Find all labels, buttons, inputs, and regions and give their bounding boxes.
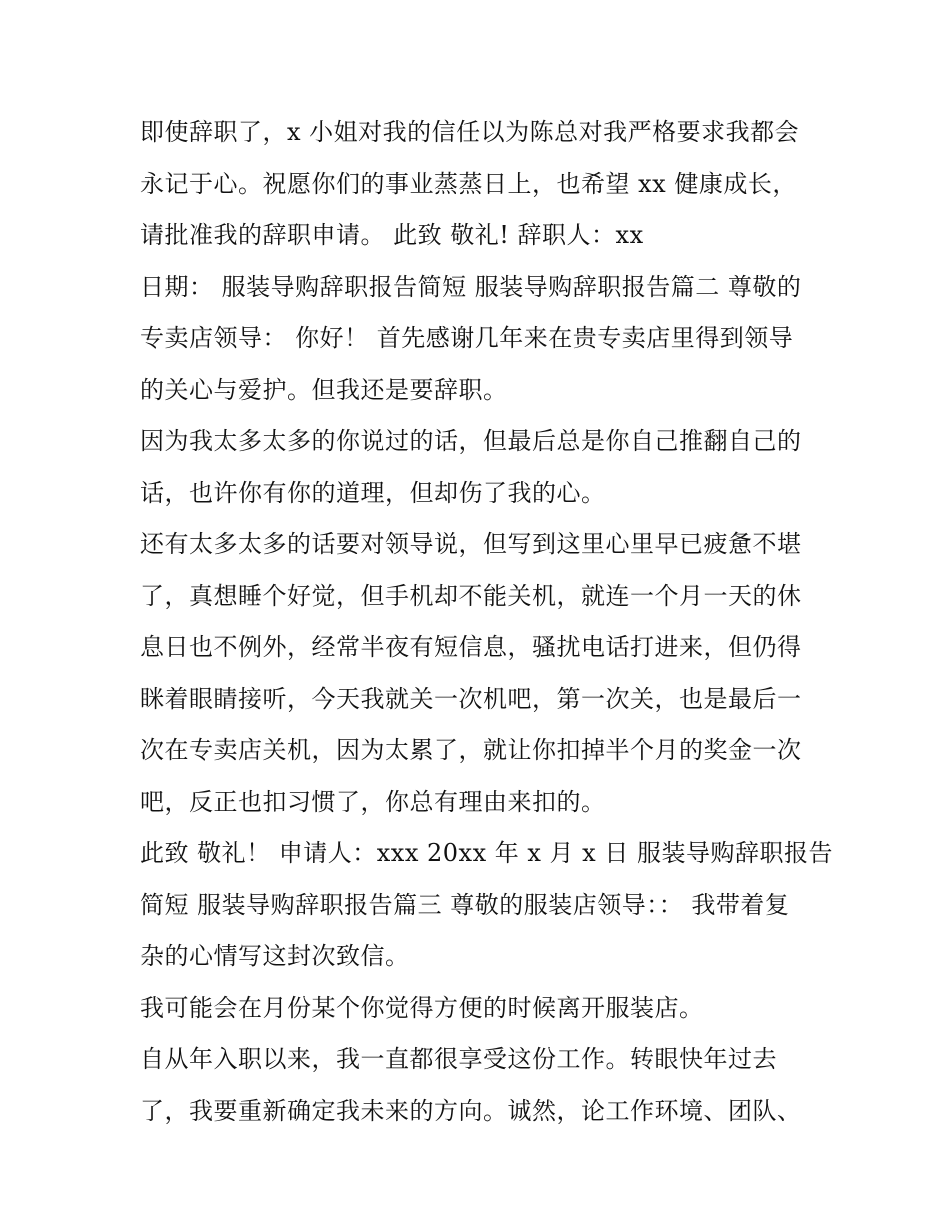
text-line: 专卖店领导： 你好！ 首先感谢几年来在贵专卖店里得到领导 <box>140 324 794 352</box>
text-line: 吧，反正也扣习惯了，你总有理由来扣的。 <box>140 787 606 816</box>
text-line: 杂的心情写这封次致信。 <box>140 942 410 970</box>
text-line: 简短 服装导购辞职报告篇三 尊敬的服装店领导：： 我带着复 <box>140 890 790 919</box>
text-line: 话，也许你有你的道理，但却伤了我的心。 <box>140 478 606 507</box>
text-line: 即使辞职了，x 小姐对我的信任以为陈总对我严格要求我都会 <box>140 118 800 146</box>
document-body <box>140 107 833 1137</box>
text-line: 自从年入职以来，我一直都很享受这份工作。转眼快年过去 <box>140 1045 777 1073</box>
text-line: 眯着眼睛接听，今天我就关一次机吧，第一次关，也是最后一 <box>140 684 802 713</box>
text-line: 日期： 服装导购辞职报告简短 服装导购辞职报告篇二 尊敬的 <box>140 272 802 301</box>
text-line: 次在专卖店关机，因为太累了，就让你扣掉半个月的奖金一次 <box>140 736 802 764</box>
text-line: 了，真想睡个好觉，但手机却不能关机，就连一个月一天的休 <box>140 581 802 610</box>
text-line: 此致 敬礼！ 申请人：xxx 20xx 年 x 月 x 日 服装导购辞职报告 <box>140 839 833 867</box>
text-line: 的关心与爱护。但我还是要辞职。 <box>140 375 508 404</box>
text-line: 因为我太多太多的你说过的话，但最后总是你自己推翻自己的 <box>140 427 802 455</box>
text-line: 我可能会在月份某个你觉得方便的时候离开服装店。 <box>140 993 704 1022</box>
text-line: 请批准我的辞职申请。 此致 敬礼! 辞职人：xx <box>140 221 644 249</box>
text-line: 了，我要重新确定我未来的方向。诚然，论工作环境、团队、 <box>140 1096 802 1125</box>
text-line: 永记于心。祝愿你们的事业蒸蒸日上，也希望 xx 健康成长， <box>140 169 797 198</box>
text-line: 息日也不例外，经常半夜有短信息，骚扰电话打进来，但仍得 <box>140 633 802 661</box>
text-line: 还有太多太多的话要对领导说，但写到这里心里早已疲惫不堪 <box>140 530 802 558</box>
